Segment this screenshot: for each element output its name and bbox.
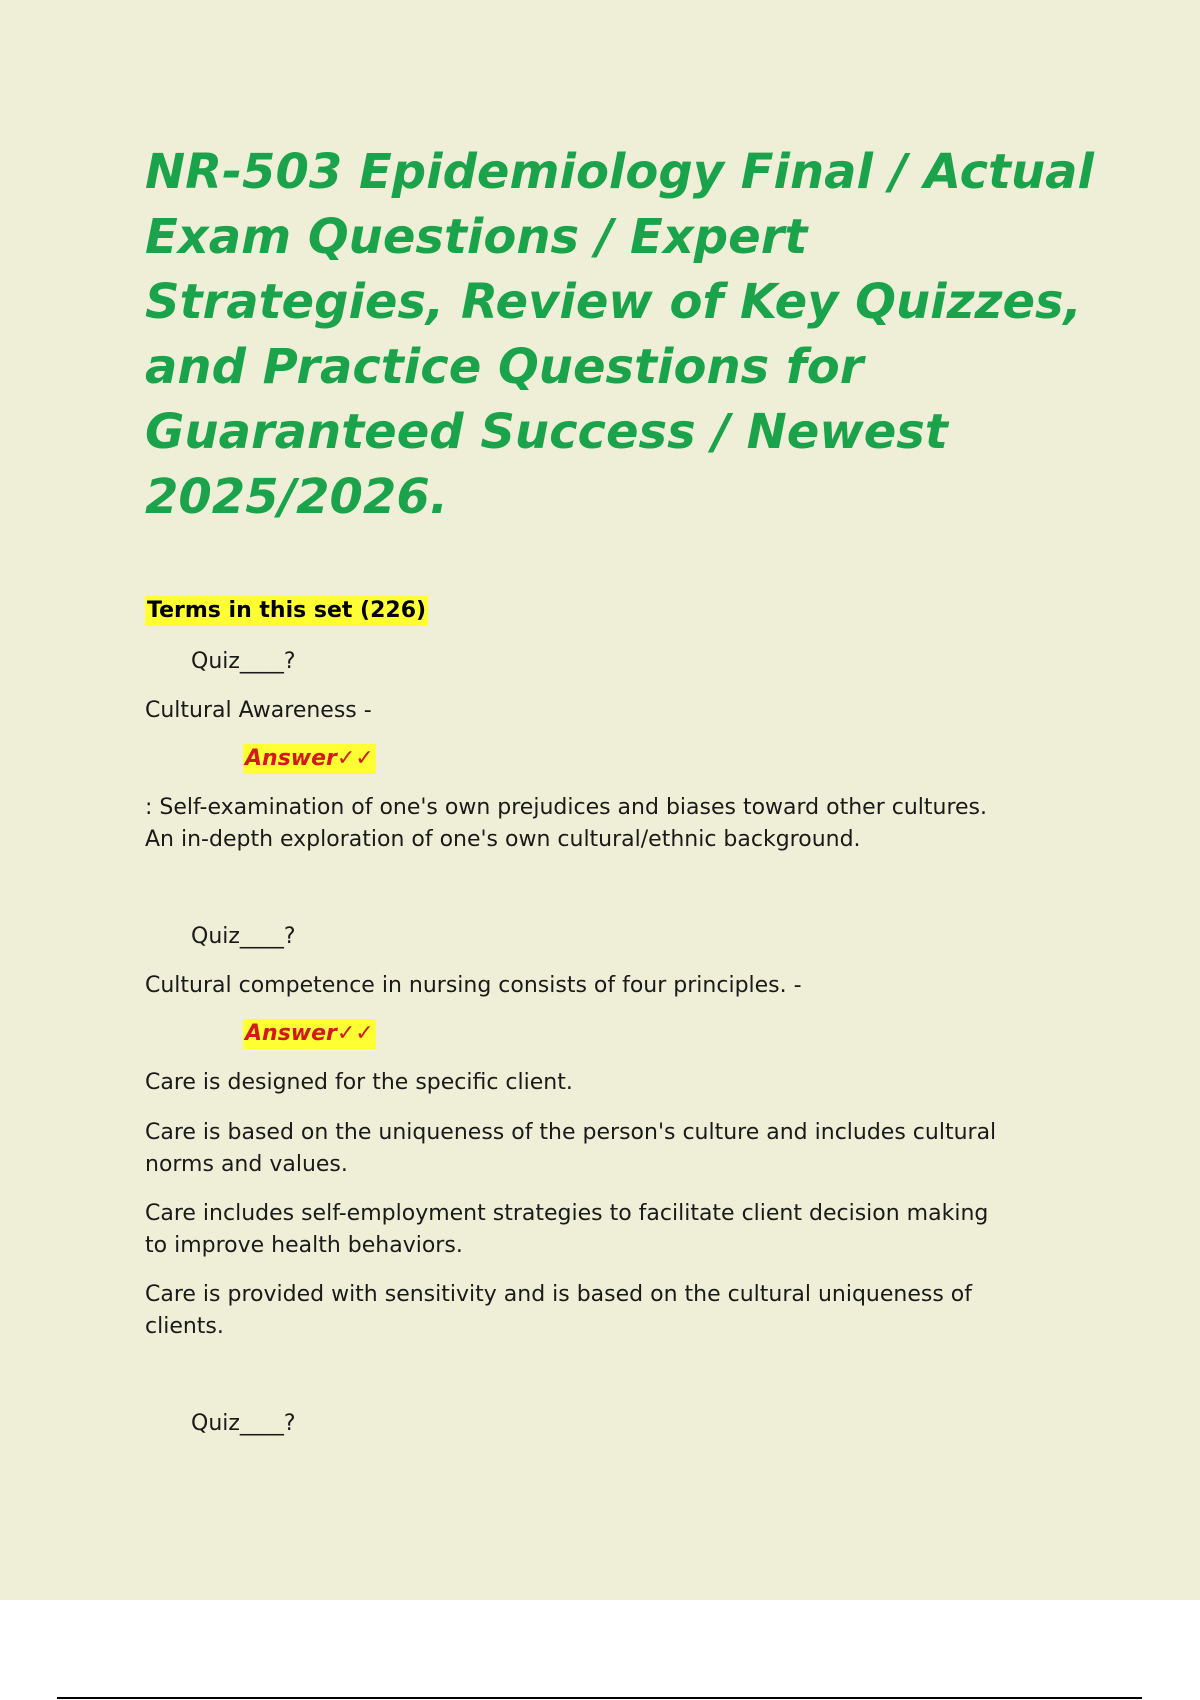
answer-line: Care includes self-employment strategies to facilitate client decision making xyxy=(145,1201,989,1226)
answer-line: Care is based on the uniqueness of the person's culture and includes cultural xyxy=(145,1120,997,1145)
document-title: NR-503 Epidemiology Final / Actual Exam Questions / Expert Strategies, Review of Key Quizzes, and Practice Questions for Guaranteed Success / Newest 2025/2026. xyxy=(145,144,1095,525)
answer-line: Care is designed for the specific client. xyxy=(145,1070,573,1095)
answer-line: clients. xyxy=(145,1314,224,1339)
answer-line: : Self-examination of one's own prejudices and biases toward other cultures. xyxy=(145,795,988,820)
quiz-label: Quiz____? xyxy=(191,649,296,674)
answer-label: Answer✓✓ xyxy=(243,1019,376,1049)
answer-line: An in-depth exploration of one's own cultural/ethnic background. xyxy=(145,827,861,852)
answer-line: to improve health behaviors. xyxy=(145,1233,463,1258)
answer-line: Care is provided with sensitivity and is based on the cultural uniqueness of xyxy=(145,1282,973,1307)
footer-divider xyxy=(57,1697,1142,1699)
title-block xyxy=(145,140,1095,530)
question-text: Cultural competence in nursing consists of four principles. - xyxy=(145,973,802,998)
question-text: Cultural Awareness - xyxy=(145,698,372,723)
quiz-label: Quiz____? xyxy=(191,924,296,949)
terms-count-heading: Terms in this set (226) xyxy=(145,596,428,626)
answer-line: norms and values. xyxy=(145,1152,348,1177)
quiz-label: Quiz____? xyxy=(191,1411,296,1436)
answer-label: Answer✓✓ xyxy=(243,744,376,774)
